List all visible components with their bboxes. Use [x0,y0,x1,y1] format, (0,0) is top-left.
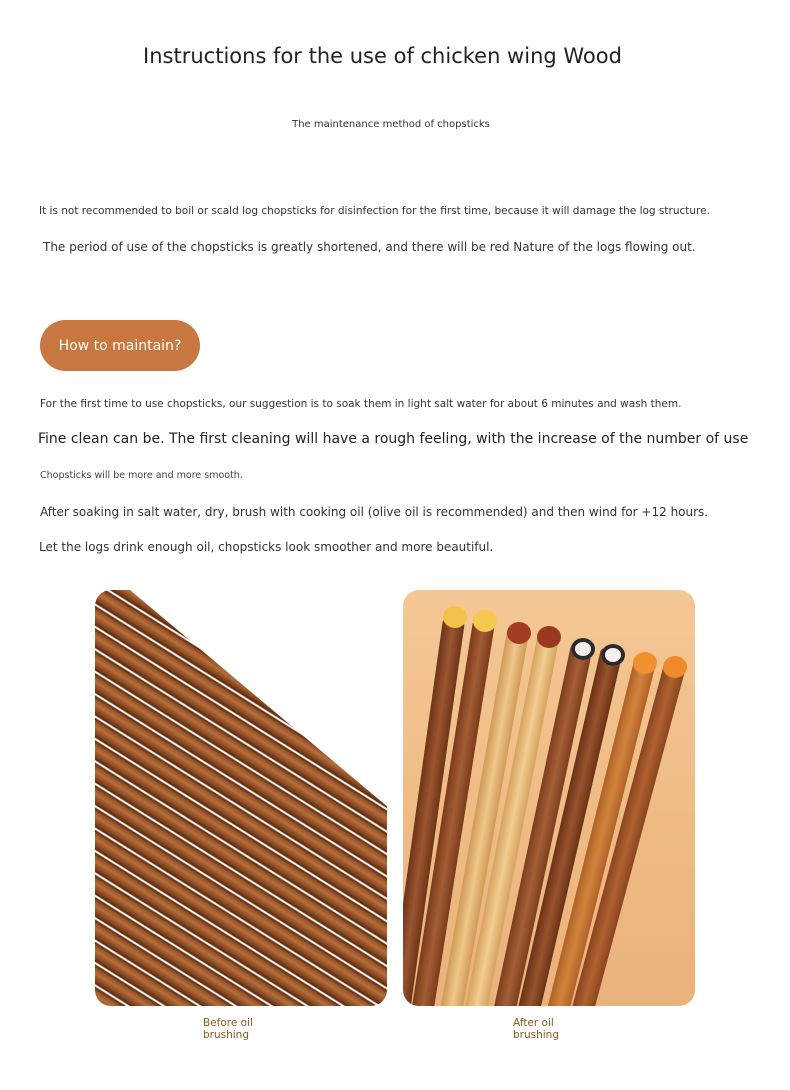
maintain-line-2: Fine clean can be. The first cleaning will have a rough feeling, with the increase of the number of use [38,431,749,447]
tiger-topper-icon [443,606,467,628]
panda-topper-icon [601,644,625,666]
tiger-topper-icon [473,610,497,632]
after-oil-caption [513,1017,559,1041]
after-caption-line-2: brushing [513,1029,559,1041]
warning-line-2: The period of use of the chopsticks is greatly shortened, and there will be red Nature of the logs flowing out. [43,240,696,254]
how-to-maintain-badge: How to maintain? [40,320,200,371]
after-caption-line-1: After oil [513,1017,554,1029]
after-oil-photo [403,590,695,1006]
before-caption-line-2: brushing [203,1029,249,1041]
maintain-line-4: After soaking in salt water, dry, brush with cooking oil (olive oil is recommended) and then wind for +12 hours. [40,505,709,519]
before-caption-line-1: Before oil [203,1017,253,1029]
page-subtitle: The maintenance method of chopsticks [292,119,490,130]
maintain-line-3: Chopsticks will be more and more smooth. [40,470,243,481]
bear-topper-icon [507,622,531,644]
before-oil-photo [95,590,387,1006]
bear-topper-icon [537,626,561,648]
maintain-line-1: For the first time to use chopsticks, our suggestion is to soak them in light salt water for about 6 minutes and wash them. [40,398,682,410]
warning-line-1: It is not recommended to boil or scald log chopsticks for disinfection for the first time, because it will damage the log structure. [39,205,710,217]
before-oil-caption [203,1017,253,1041]
deer-topper-icon [663,656,687,678]
panda-topper-icon [571,638,595,660]
deer-topper-icon [633,652,657,674]
page-title: Instructions for the use of chicken wing Wood [143,44,622,68]
maintain-line-5: Let the logs drink enough oil, chopsticks look smoother and more beautiful. [39,540,494,554]
